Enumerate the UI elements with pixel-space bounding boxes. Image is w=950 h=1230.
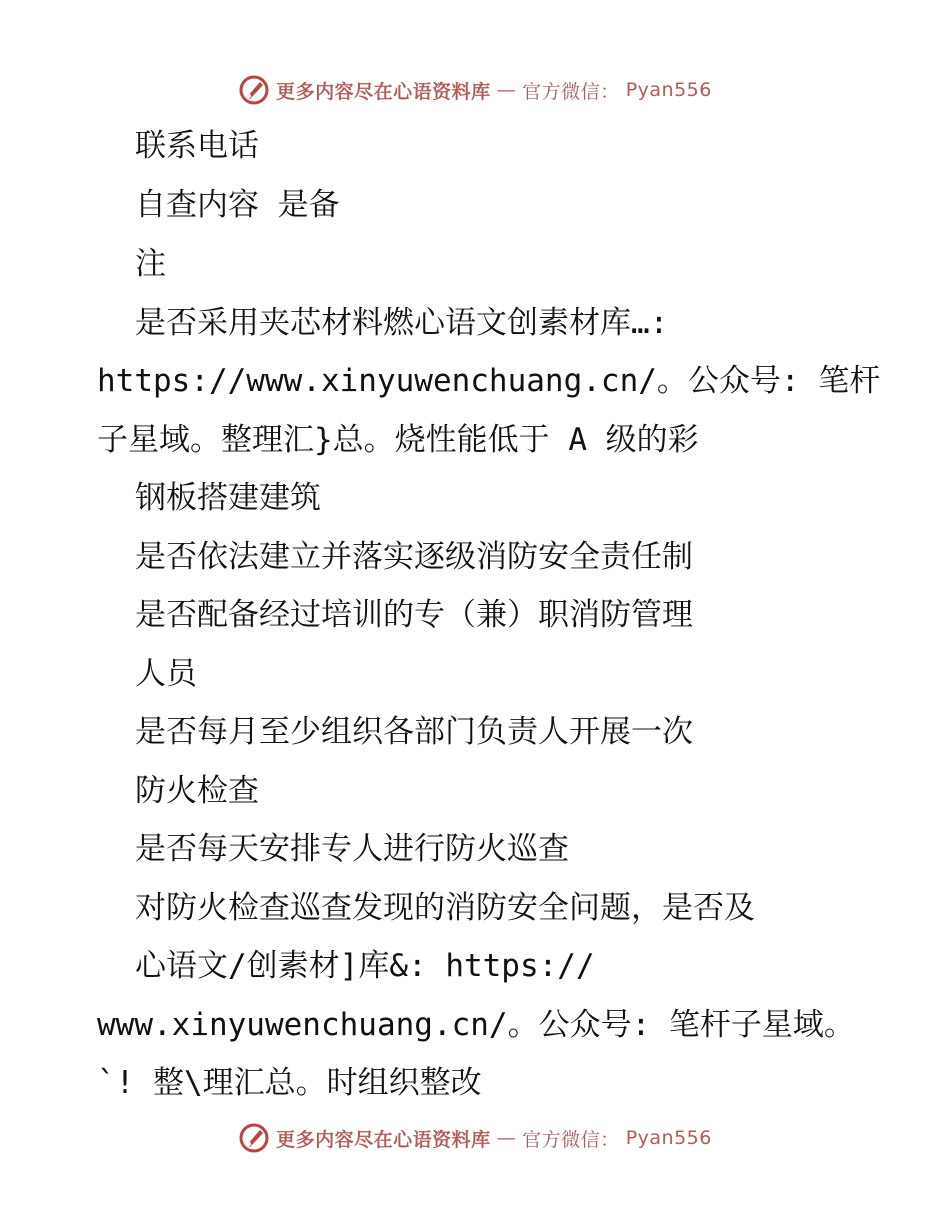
banner-official-label: 官方微信：	[522, 1128, 620, 1151]
banner-separator: —	[496, 1127, 517, 1149]
text-line: 是否依法建立并落实逐级消防安全责任制	[135, 539, 693, 575]
text-line: 是否每月至少组织各部门负责人开展一次	[135, 714, 693, 750]
text-line: 是否采用夹芯材料燃心语文创素材库…:	[135, 305, 669, 341]
text-line: 自查内容 是备	[135, 187, 340, 223]
text-line: 心语文/创素材]库&: https://	[135, 948, 595, 984]
banner-wechat-handle: Pyan556	[625, 1127, 712, 1149]
banner-separator: —	[496, 79, 517, 101]
text-line: 注	[135, 246, 166, 282]
text-line: `! 整\理汇总。时组织整改	[97, 1065, 482, 1101]
banner-brand: 更多内容尽在心语资料库	[276, 80, 491, 103]
text-line: 对防火检查巡查发现的消防安全问题，是否及	[135, 890, 755, 926]
text-line: 钢板搭建建筑	[135, 480, 321, 516]
banner-wechat-handle: Pyan556	[625, 79, 712, 101]
quill-logo-icon	[238, 74, 270, 106]
text-line: www.xinyuwenchuang.cn/。公众号: 笔杆子星域。	[97, 1007, 855, 1043]
text-line: 子星域。整理汇}总。烧性能低于 A 级的彩	[97, 422, 699, 458]
footer-banner	[0, 1118, 950, 1158]
text-line: 人员	[135, 656, 197, 692]
banner-official-label: 官方微信：	[522, 80, 620, 103]
banner-brand: 更多内容尽在心语资料库	[276, 1128, 491, 1151]
text-line: 是否每天安排专人进行防火巡查	[135, 831, 569, 867]
text-line: 联系电话	[135, 128, 259, 164]
text-line: 防火检查	[135, 773, 259, 809]
text-line: 是否配备经过培训的专（兼）职消防管理	[135, 597, 693, 633]
quill-logo-icon	[238, 1122, 270, 1154]
header-banner	[0, 70, 950, 110]
text-line: https://www.xinyuwenchuang.cn/。公众号: 笔杆	[97, 363, 881, 399]
